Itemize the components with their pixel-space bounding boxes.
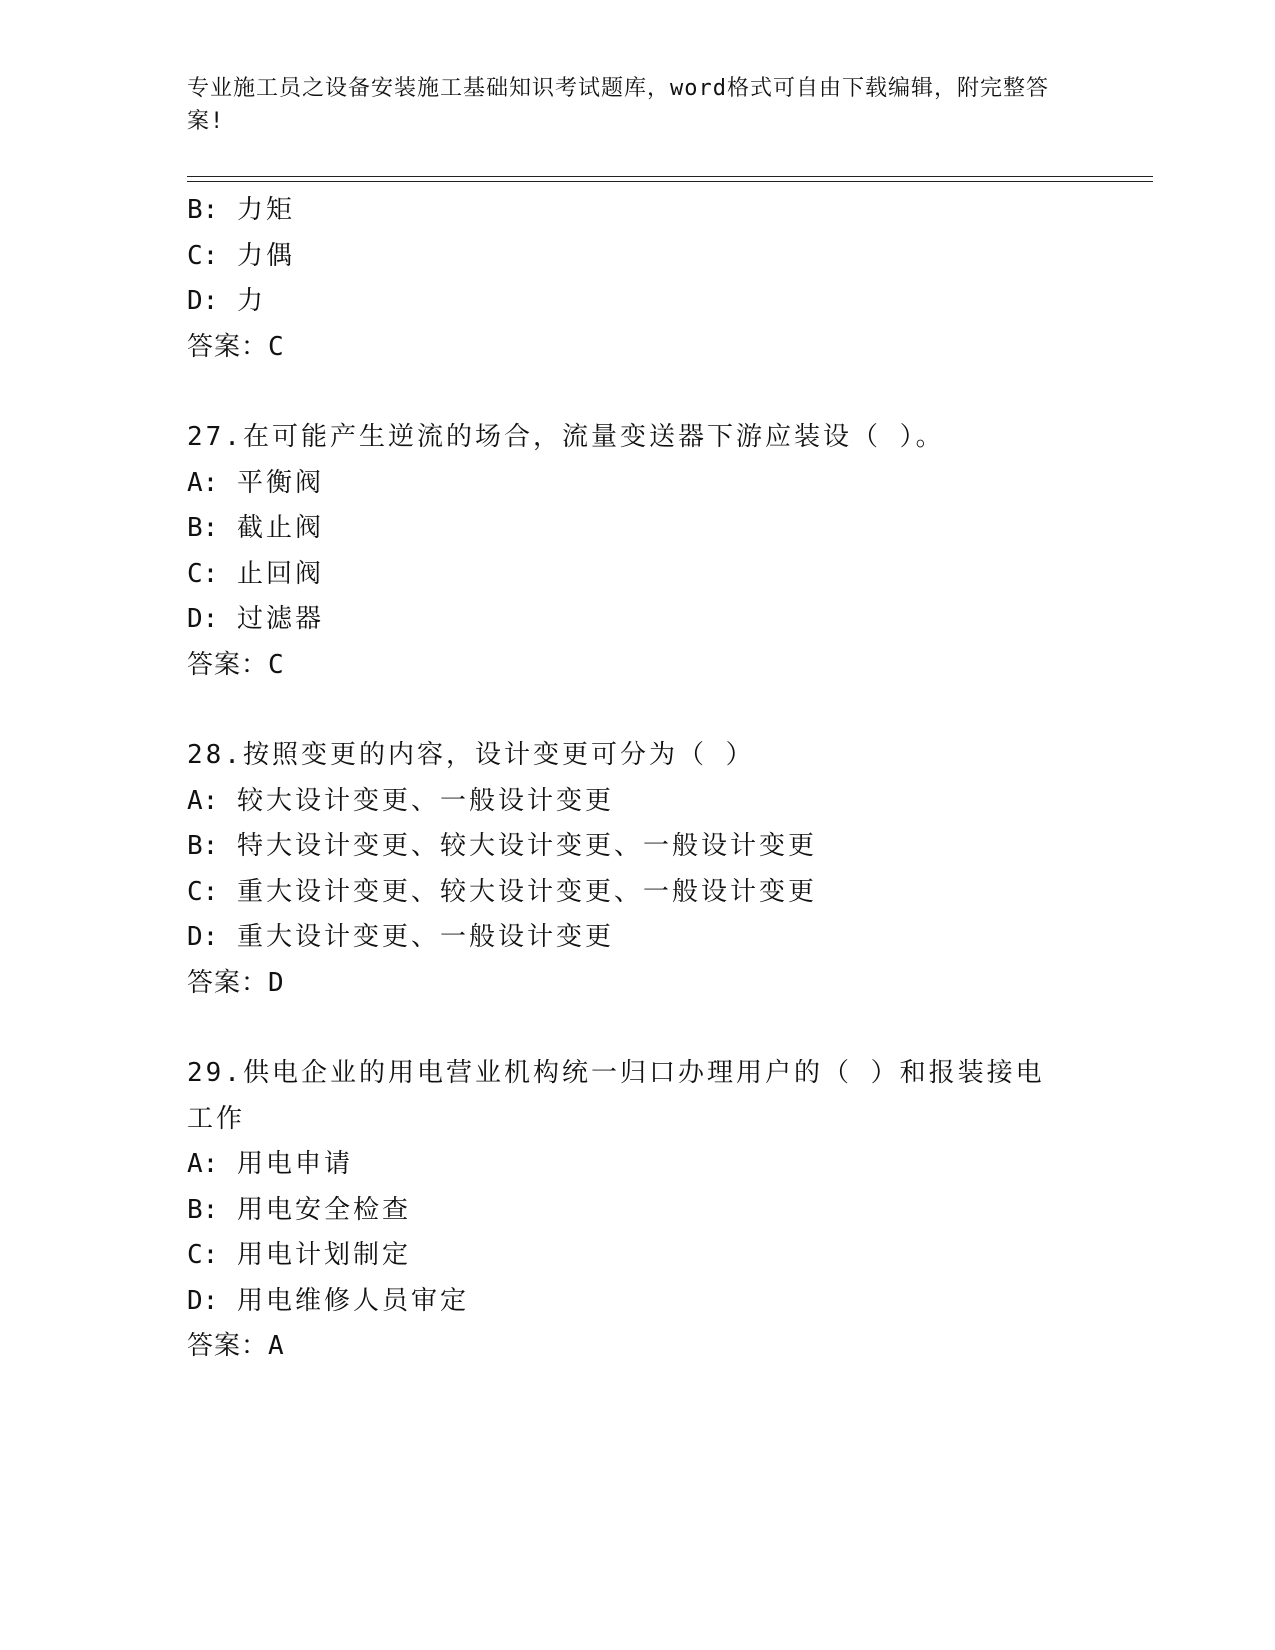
answer-line xyxy=(187,1324,1087,1370)
answer-label: 答案： xyxy=(187,649,269,680)
answer-label: 答案： xyxy=(187,331,269,362)
option-d xyxy=(187,915,1087,961)
option-letter: A: xyxy=(187,785,219,816)
option-text: 力 xyxy=(236,286,266,316)
option-a xyxy=(187,1142,1087,1188)
option-c xyxy=(187,870,1087,916)
option-a xyxy=(187,779,1087,825)
option-letter: A: xyxy=(187,1149,219,1179)
answer-line xyxy=(187,643,1087,689)
option-letter: B: xyxy=(187,513,219,543)
answer-label: 答案： xyxy=(187,1331,269,1361)
header-rule-top xyxy=(187,176,1153,177)
option-text: 力矩 xyxy=(236,195,295,225)
option-letter: D: xyxy=(187,286,219,316)
answer-value: C xyxy=(268,649,285,680)
question-stem: 27.在可能产生逆流的场合，流量变送器下游应装设（ ）。 xyxy=(187,422,945,452)
option-a xyxy=(187,461,1087,507)
option-b xyxy=(187,506,1087,552)
option-text: 过滤器 xyxy=(236,604,324,634)
question-stem: 28.按照变更的内容，设计变更可分为（ ） xyxy=(187,740,755,770)
option-text: 平衡阀 xyxy=(236,467,324,498)
option-c xyxy=(187,552,1087,598)
question-28 xyxy=(187,733,1087,1006)
option-b xyxy=(187,824,1087,870)
option-letter: B: xyxy=(187,1194,219,1225)
option-letter: B: xyxy=(187,195,219,225)
option-text: 力偶 xyxy=(236,240,295,271)
question-29 xyxy=(187,1051,1087,1370)
option-letter: C: xyxy=(187,240,219,271)
question-27 xyxy=(187,415,1087,688)
option-letter: A: xyxy=(187,467,219,498)
option-b xyxy=(187,1188,1087,1234)
question-stem: 29.供电企业的用电营业机构统一归口办理用户的（ ）和报装接电工作 xyxy=(187,1058,1045,1134)
answer-value: A xyxy=(268,1331,285,1361)
option-letter: B: xyxy=(187,831,219,861)
option-letter: D: xyxy=(187,604,219,634)
answer-value: C xyxy=(268,331,285,362)
option-d xyxy=(187,597,1087,643)
option-text: 重大设计变更、一般设计变更 xyxy=(236,922,614,952)
answer-line xyxy=(187,961,1087,1007)
option-text: 用电计划制定 xyxy=(236,1240,411,1270)
option-text: 特大设计变更、较大设计变更、一般设计变更 xyxy=(236,831,817,861)
option-letter: D: xyxy=(187,922,219,952)
option-text: 止回阀 xyxy=(236,558,324,589)
answer-label: 答案： xyxy=(187,967,269,998)
header-rule-bottom xyxy=(187,181,1153,182)
option-c xyxy=(187,1233,1087,1279)
option-text: 用电维修人员审定 xyxy=(236,1285,469,1316)
option-d xyxy=(187,279,1087,325)
option-text: 较大设计变更、一般设计变更 xyxy=(236,785,614,816)
partial-question xyxy=(187,188,1087,370)
option-c xyxy=(187,234,1087,280)
document-header: 专业施工员之设备安装施工基础知识考试题库，word格式可自由下载编辑，附完整答案! xyxy=(187,76,1049,134)
option-text: 重大设计变更、较大设计变更、一般设计变更 xyxy=(236,876,817,907)
option-letter: C: xyxy=(187,558,219,589)
option-text: 用电安全检查 xyxy=(236,1194,411,1225)
answer-line xyxy=(187,325,1087,371)
question-list xyxy=(187,188,1087,1370)
answer-value: D xyxy=(268,967,285,998)
option-text: 用电申请 xyxy=(236,1149,353,1179)
option-letter: C: xyxy=(187,1240,219,1270)
option-letter: D: xyxy=(187,1285,219,1316)
option-d xyxy=(187,1279,1087,1325)
option-letter: C: xyxy=(187,876,219,907)
option-text: 截止阀 xyxy=(236,513,324,543)
option-b xyxy=(187,188,1087,234)
